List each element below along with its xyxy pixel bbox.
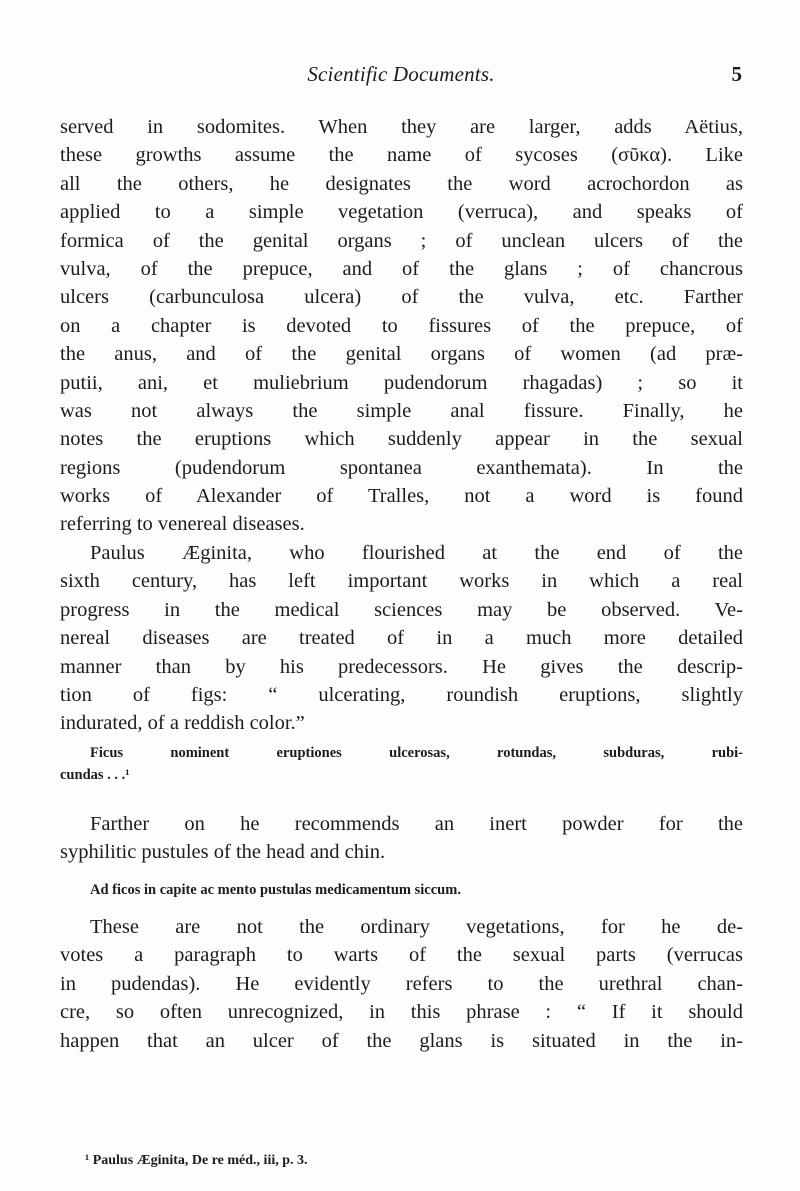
text-line: These are not the ordinary vegetations, for he de- <box>90 916 743 938</box>
text-line: ulcers (carbunculosa ulcera) of the vulva, etc. Farther <box>60 286 743 309</box>
paragraph-1 <box>60 113 743 539</box>
text-line: putii, ani, et muliebrium pudendorum rhagadas) ; so it <box>60 371 743 394</box>
text-line: happen that an ulcer of the glans is situated in the in- <box>60 1029 743 1052</box>
text-line: served in sodomites. When they are larger, adds Aëtius, <box>60 116 743 138</box>
text-line: was not always the simple anal fissure. Finally, he <box>60 399 743 422</box>
text-line: tion of figs: “ ulcerating, roundish eruptions, slightly <box>60 683 743 706</box>
text-line: Paulus Æginita, who flourished at the end of the <box>90 542 743 564</box>
paragraph-2 <box>60 539 743 738</box>
text-line: progress in the medical sciences may be observed. Ve- <box>60 598 743 621</box>
latin-quote-2 <box>60 879 743 901</box>
text-line: sixth century, has left important works in which a real <box>60 570 743 593</box>
text-line: syphilitic pustules of the head and chin. <box>60 841 386 864</box>
text-line: manner than by his predecessors. He gives the descrip- <box>60 655 743 678</box>
text-line: regions (pudendorum spontanea exanthemata). In the <box>60 456 743 479</box>
text-line: notes the eruptions which suddenly appear in the sexual <box>60 428 743 451</box>
text-line: formica of the genital organs ; of unclean ulcers of the <box>60 229 743 252</box>
text-line: these growths assume the name of sycoses (σῦκα). Like <box>60 144 743 167</box>
text-line: the anus, and of the genital organs of women (ad præ- <box>60 343 743 366</box>
footnote: ¹ Paulus Æginita, De re méd., iii, p. 3. <box>85 1153 308 1168</box>
page-number: 5 <box>731 62 742 86</box>
quote-line: Ad ficos in capite ac mento pustulas medicamentum siccum. <box>90 882 461 898</box>
text-line: votes a paragraph to warts of the sexual parts (verrucas <box>60 944 743 967</box>
text-line: vulva, of the prepuce, and of the glans ; of chancrous <box>60 257 743 280</box>
text-line: on a chapter is devoted to fissures of the prepuce, of <box>60 314 743 337</box>
latin-quote-1 <box>60 742 743 786</box>
paragraph-4 <box>60 913 743 1055</box>
text-line: works of Alexander of Tralles, not a word is found <box>60 485 743 508</box>
text-line: referring to venereal diseases. <box>60 513 305 536</box>
text-line: nereal diseases are treated of in a much more detailed <box>60 627 743 650</box>
quote-line: cundas . . .¹ <box>60 767 130 783</box>
text-line: in pudendas). He evidently refers to the urethral chan- <box>60 972 743 995</box>
running-head <box>60 62 742 92</box>
text-line: cre, so often unrecognized, in this phrase : “ If it should <box>60 1001 743 1024</box>
running-title: Scientific Documents. <box>307 62 495 86</box>
text-line: Farther on he recommends an inert powder for the <box>90 813 743 835</box>
quote-line: Ficus nominent eruptiones ulcerosas, rotundas, subduras, rubi- <box>90 745 743 761</box>
text-line: all the others, he designates the word acrochordon as <box>60 172 743 195</box>
paragraph-3 <box>60 810 743 867</box>
text-line: indurated, of a reddish color.” <box>60 712 305 735</box>
text-line: applied to a simple vegetation (verruca), and speaks of <box>60 201 743 224</box>
